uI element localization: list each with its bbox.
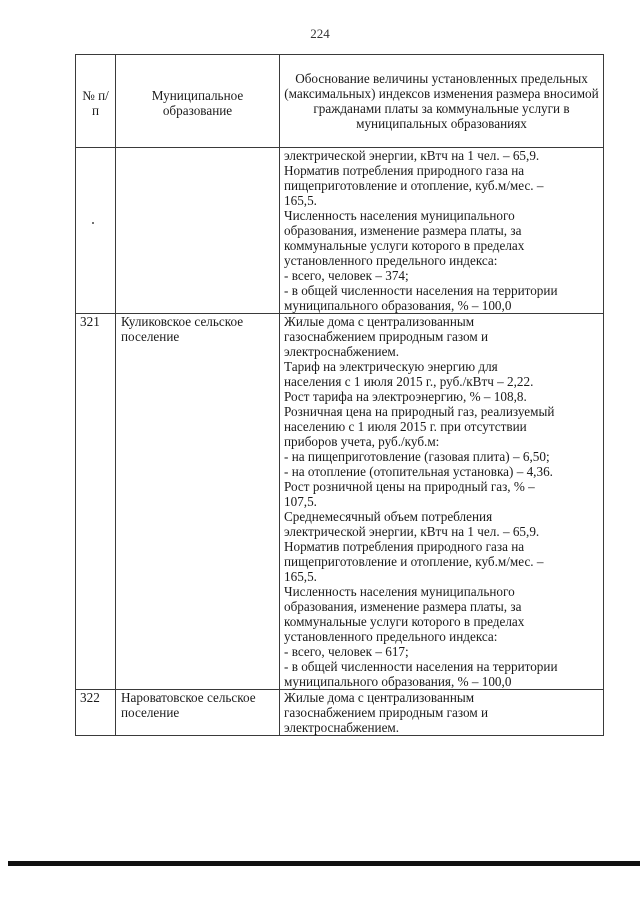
justification-line: 107,5. xyxy=(284,494,317,509)
row-justification xyxy=(280,314,604,690)
table-body xyxy=(76,148,604,736)
justification-line: электрической энергии, кВтч на 1 чел. – 65,9. xyxy=(284,148,540,163)
page-number: 224 xyxy=(310,26,330,41)
justification-line: муниципального образования, % – 100,0 xyxy=(284,298,512,313)
justification-line: - в общей численности населения на территории xyxy=(284,283,558,298)
justification-line: - на пищеприготовление (газовая плита) – 6,50; xyxy=(284,449,550,464)
table-row xyxy=(76,314,604,690)
justification-line: электрической энергии, кВтч на 1 чел. – 65,9. xyxy=(284,524,540,539)
justification-line: Рост тарифа на электроэнергию, % – 108,8. xyxy=(284,389,527,404)
justification-line: муниципального образования, % – 100,0 xyxy=(284,674,512,689)
justification-line: 165,5. xyxy=(284,569,317,584)
justification-line: - всего, человек – 617; xyxy=(284,644,409,659)
row-justification xyxy=(280,148,604,314)
header-municipality: Муниципальное образование xyxy=(116,55,280,148)
justification-line: установленного предельного индекса: xyxy=(284,253,498,268)
justification-line: приборов учета, руб./куб.м: xyxy=(284,434,440,449)
justification-line: коммунальные услуги которого в пределах xyxy=(284,238,525,253)
justification-line: - на отопление (отопительная установка) – 4,36. xyxy=(284,464,553,479)
justification-line: Численность населения муниципального xyxy=(284,208,515,223)
justification-line: Норматив потребления природного газа на xyxy=(284,163,525,178)
bottom-border-rule xyxy=(8,861,640,866)
justification-line: Жилые дома с централизованным xyxy=(284,690,475,705)
justification-line: электроснабжением. xyxy=(284,344,400,359)
justification-line: - всего, человек – 374; xyxy=(284,268,409,283)
tariff-index-table xyxy=(75,54,604,736)
justification-line: пищеприготовление и отопление, куб.м/мес. – xyxy=(284,554,544,569)
row-number xyxy=(76,148,116,314)
justification-line: газоснабжением природным газом и xyxy=(284,705,489,720)
justification-line: образования, изменение размера платы, за xyxy=(284,599,522,614)
scan-dot-mark xyxy=(92,222,94,224)
justification-line: Тариф на электрическую энергию для xyxy=(284,359,498,374)
row-number: 321 xyxy=(76,314,116,690)
row-number: 322 xyxy=(76,690,116,736)
row-municipality: Нароватовское сельское поселение xyxy=(116,690,280,736)
row-justification xyxy=(280,690,604,736)
justification-line: Розничная цена на природный газ, реализуемый xyxy=(284,404,555,419)
justification-line: Жилые дома с централизованным xyxy=(284,314,475,329)
justification-line: электроснабжением. xyxy=(284,720,400,735)
table-header-row xyxy=(76,55,604,148)
justification-line: Рост розничной цены на природный газ, % – xyxy=(284,479,535,494)
justification-line: коммунальные услуги которого в пределах xyxy=(284,614,525,629)
justification-line: образования, изменение размера платы, за xyxy=(284,223,522,238)
justification-line: Среднемесячный объем потребления xyxy=(284,509,493,524)
table-row xyxy=(76,148,604,314)
justification-line: 165,5. xyxy=(284,193,317,208)
justification-line: пищеприготовление и отопление, куб.м/мес. – xyxy=(284,178,544,193)
row-municipality: Куликовское сельское поселение xyxy=(116,314,280,690)
header-number: № п/п xyxy=(76,55,116,148)
justification-line: установленного предельного индекса: xyxy=(284,629,498,644)
header-justification: Обоснование величины установленных предельных (максимальных) индексов изменения размера вносимой гражданами платы за коммунальные услуги в муниципальных образованиях xyxy=(280,55,604,148)
justification-line: Норматив потребления природного газа на xyxy=(284,539,525,554)
justification-line: Численность населения муниципального xyxy=(284,584,515,599)
table-row xyxy=(76,690,604,736)
justification-line: населению с 1 июля 2015 г. при отсутствии xyxy=(284,419,527,434)
justification-line: газоснабжением природным газом и xyxy=(284,329,489,344)
justification-line: - в общей численности населения на территории xyxy=(284,659,558,674)
justification-line: населения с 1 июля 2015 г., руб./кВтч – 2,22. xyxy=(284,374,534,389)
row-municipality xyxy=(116,148,280,314)
